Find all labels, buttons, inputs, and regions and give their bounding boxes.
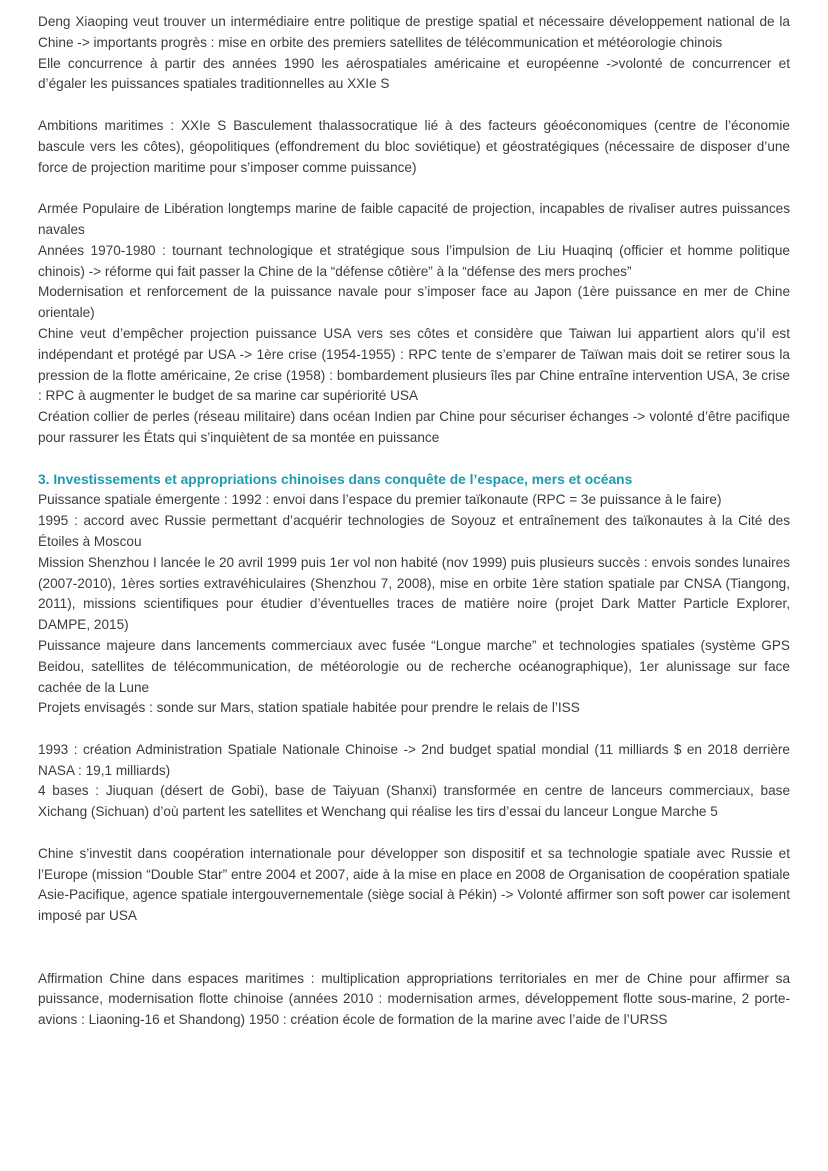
paragraph: Chine veut d’empêcher projection puissance USA vers ses côtes et considère que Taiwan lui appartient alors qu’il est indépendant et protégé par USA -> 1ère crise (1954-1955) : RPC tente de s’emparer de Taïwan mais doit se retirer sous la pression de la flotte américaine, 2e crise (1958) : bombardement plusieurs îles par Chine entraîne intervention USA, 3e crise : RPC à augmenter le budget de sa marine car supériorité USA	[38, 325, 790, 404]
spacer	[38, 449, 790, 470]
spacer	[38, 178, 790, 199]
spacer	[38, 927, 790, 969]
paragraph: Chine s’investit dans coopération internationale pour développer son dispositif et sa technologie spatiale avec Russie et l’Europe (mission “Double Star” entre 2004 et 2007, aide à la mise en place en 2008 de Organisation de coopération spatiale Asie-Pacifique, agence spatiale intergouvernementale (siège social à Pékin) -> Volonté affirmer son soft power car isolement imposé par USA	[38, 845, 790, 924]
paragraph: Années 1970-1980 : tournant technologique et stratégique sous l’impulsion de Liu Huaqinq (officier et homme politique chinois) -> réforme qui fait passer la Chine de la “défense côtière” à la “défense des mers proches”	[38, 242, 790, 279]
paragraph: Modernisation et renforcement de la puissance navale pour s’imposer face au Japon (1ère puissance en mer de Chine orientale)	[38, 284, 790, 321]
paragraph: Armée Populaire de Libération longtemps marine de faible capacité de projection, incapables de rivaliser autres puissances navales	[38, 201, 790, 237]
section-heading: 3. Investissements et appropriations chinoises dans conquête de l’espace, mers et océans	[38, 471, 633, 487]
paragraph: Affirmation Chine dans espaces maritimes : multiplication appropriations territoriales en mer de Chine pour affirmer sa puissance, modernisation flotte chinoise (années 2010 : modernisation armes, développement flotte sous-marine, 2 porte-avions : Liaoning-16 et Shandong) 1950 : création école de formation de la marine avec l’aide de l’URSS	[38, 970, 790, 1028]
paragraph: 1995 : accord avec Russie permettant d’acquérir technologies de Soyouz et entraînement des taïkonautes à la Cité des Étoiles à Moscou	[38, 513, 790, 549]
paragraph: Deng Xiaoping veut trouver un intermédiaire entre politique de prestige spatial et nécessaire développement national de la Chine -> importants progrès : mise en orbite des premiers satellites de télécommunication et météorologie chinois	[38, 14, 790, 50]
paragraph: Ambitions maritimes : XXIe S Basculement thalassocratique lié à des facteurs géoéconomiques (centre de l’économie bascule vers les côtes), géopolitiques (effondrement du bloc soviétique) et géostratégiques (nécessaire de disposer d’une force de projection maritime pour s’imposer comme puissance)	[38, 117, 790, 175]
paragraph: Elle concurrence à partir des années 1990 les aérospatiales américaine et européenne ->volonté de concurrencer et d’égaler les puissances spatiales traditionnelles au XXIe S	[38, 55, 790, 92]
paragraph: Mission Shenzhou I lancée le 20 avril 1999 puis 1er vol non habité (nov 1999) puis plusieurs succès : envois sondes lunaires (2007-2010), 1ères sorties extravéhiculaires (Shenzhou 7, 2008), mise en orbite 1ère station spatiale par CNSA (Tiangong, 2011), missions scientifiques pour étudier d’éventuelles traces de matière noire (projet Dark Matter Particle Explorer, DAMPE, 2015)	[38, 554, 790, 633]
paragraph: 1993 : création Administration Spatiale Nationale Chinoise -> 2nd budget spatial mondial (11 milliards $ en 2018 derrière NASA : 19,1 milliards)	[38, 741, 790, 778]
spacer	[38, 95, 790, 116]
spacer	[38, 719, 790, 740]
paragraph: Projets envisagés : sonde sur Mars, station spatiale habitée pour prendre le relais de l’ISS	[38, 700, 580, 716]
paragraph: Puissance majeure dans lancements commerciaux avec fusée “Longue marche” et technologies spatiales (système GPS Beidou, satellites de télécommunication, de météorologie ou de recherche océanographique), 1er alunissage sur face cachée de la Lune	[38, 637, 790, 695]
spacer	[38, 823, 790, 844]
paragraph: Puissance spatiale émergente : 1992 : envoi dans l’espace du premier taïkonaute (RPC = 3e puissance à le faire)	[38, 492, 722, 508]
document-page	[38, 12, 790, 1031]
paragraph: 4 bases : Jiuquan (désert de Gobi), base de Taiyuan (Shanxi) transformée en centre de lanceurs commerciaux, base Xichang (Sichuan) d’où partent les satellites et Wenchang qui réalise les tirs d’essai du lanceur Longue Marche 5	[38, 783, 790, 820]
paragraph: Création collier de perles (réseau militaire) dans océan Indien par Chine pour sécuriser échanges -> volonté d’être pacifique pour rassurer les États qui s’inquiètent de sa montée en puissance	[38, 409, 790, 445]
